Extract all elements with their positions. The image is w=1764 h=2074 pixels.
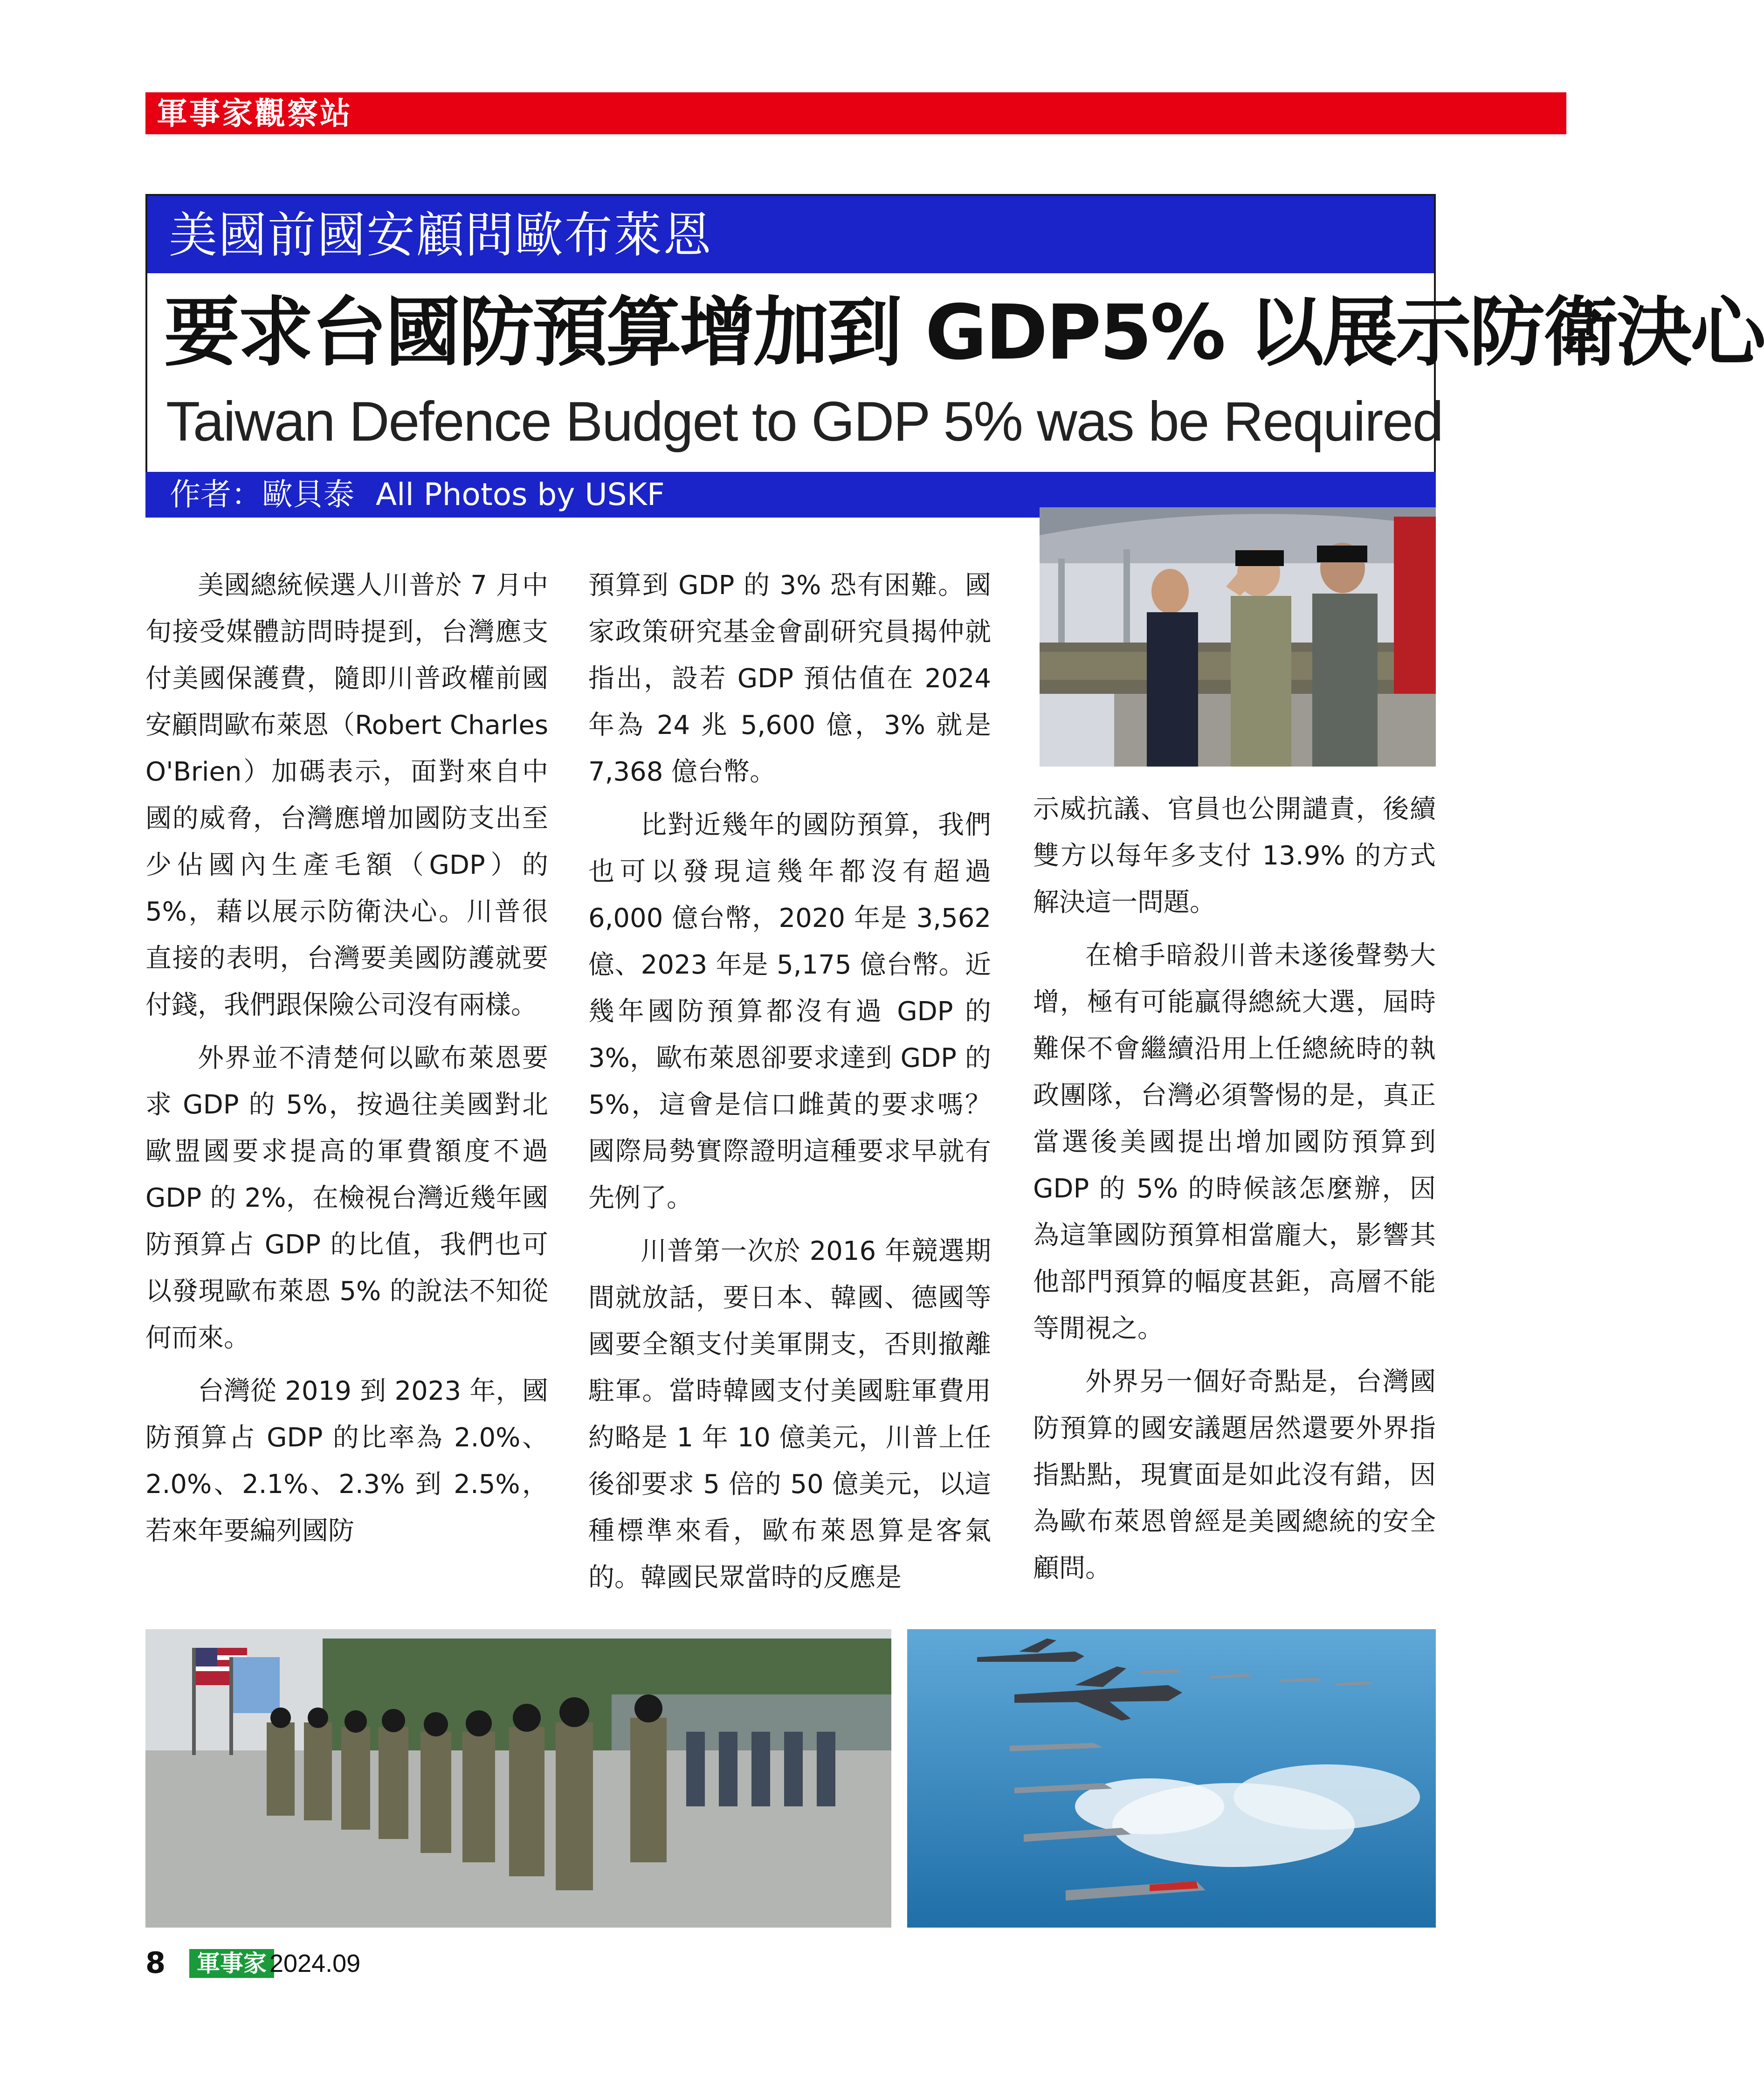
english-subtitle: Taiwan Defence Budget to GDP 5% was be Required — [166, 390, 1443, 453]
page-number: 8 — [145, 1946, 166, 1980]
byline — [170, 477, 665, 513]
ceremony-photo-art — [1040, 507, 1436, 767]
magazine-badge: 軍事家 — [189, 1949, 274, 1978]
jet-formation-photo-art — [907, 1629, 1436, 1928]
author: 作者：歐貝泰 — [170, 477, 354, 512]
issue-date: 2024.09 — [269, 1950, 361, 1977]
photo-ceremony-salute — [1040, 507, 1436, 767]
photo-credit: All Photos by USKF — [376, 477, 665, 512]
paragraph: 在槍手暗殺川普未遂後聲勢大增，極有可能贏得總統大選，屆時難保不會繼續沿用上任總統時的執政團隊，台灣必須警惕的是，真正當選後美國提出增加國防預算到 GDP 的 5% 的時候該怎麼辦，因為這筆國防預算相當龐大，影響其他部門預算的幅度甚鉅，高層不能等閒視之。 — [1033, 940, 1436, 1344]
headline: 要求台國防預算增加到 GDP5% 以展示防衛決心 — [164, 289, 1764, 377]
paragraph: 川普第一次於 2016 年競選期間就放話，要日本、韓國、德國等國要全額支付美軍開支，否則撤離駐軍。當時韓國支付美國駐軍費用約略是 1 年 10 億美元，川普上任後卻要求 5 倍的 50 億美元，以這種標準來看，歐布萊恩算是客氣的。韓國民眾當時的反應是 — [588, 1236, 991, 1593]
article-column-1 — [145, 562, 548, 1561]
paragraph: 美國總統候選人川普於 7 月中旬接受媒體訪問時提到，台灣應支付美國保護費，隨即川普政權前國安顧問歐布萊恩（Robert Charles O'Brien）加碼表示，面對來自中國的威脅，台灣應增加國防支出至少佔國內生產毛額（GDP）的 5%，藉以展示防衛決心。川普很直接的表明，台灣要美國防護就要付錢，我們跟保險公司沒有兩樣。 — [145, 570, 548, 1020]
photo-jet-formation — [907, 1629, 1436, 1928]
section-label: 軍事家觀察站 — [157, 96, 352, 131]
section-bar — [145, 92, 1566, 134]
article-column-3 — [1033, 786, 1436, 1598]
photo-marching-soldiers — [145, 1629, 891, 1928]
paragraph: 台灣從 2019 到 2023 年，國防預算占 GDP 的比率為 2.0%、2.0%、2.1%、2.3% 到 2.5%，若來年要編列國防 — [145, 1376, 548, 1546]
paragraph: 比對近幾年的國防預算，我們也可以發現這幾年都沒有超過 6,000 億台幣，2020 年是 3,562 億、2023 年是 5,175 億台幣。近幾年國防預算都沒有過 GDP 的 3%，歐布萊恩卻要求達到 GDP 的 5%，這會是信口雌黃的要求嗎？國際局勢實際證明這種要求早就有先例了。 — [588, 810, 991, 1213]
paragraph: 預算到 GDP 的 3% 恐有困難。國家政策研究基金會副研究員揭仲就指出，設若 GDP 預估值在 2024 年為 24 兆 5,600 億，3% 就是 7,368 億台幣。 — [588, 570, 991, 787]
paragraph: 外界另一個好奇點是，台灣國防預算的國安議題居然還要外界指指點點，現實面是如此沒有錯，因為歐布萊恩曾經是美國總統的安全顧問。 — [1033, 1367, 1436, 1583]
paragraph: 外界並不清楚何以歐布萊恩要求 GDP 的 5%，按過往美國對北歐盟國要求提高的軍費額度不過 GDP 的 2%，在檢視台灣近幾年國防預算占 GDP 的比值，我們也可以發現歐布萊恩 5% 的說法不知從何而來。 — [145, 1043, 548, 1353]
paragraph: 示威抗議、官員也公開譴責，後續雙方以每年多支付 13.9% 的方式解決這一問題。 — [1033, 794, 1436, 918]
article-column-2 — [588, 562, 991, 1608]
title-box — [145, 194, 1764, 476]
kicker: 美國前國安顧問歐布萊恩 — [169, 207, 713, 263]
marching-photo-art — [145, 1629, 891, 1928]
kicker-bar — [147, 196, 1434, 273]
